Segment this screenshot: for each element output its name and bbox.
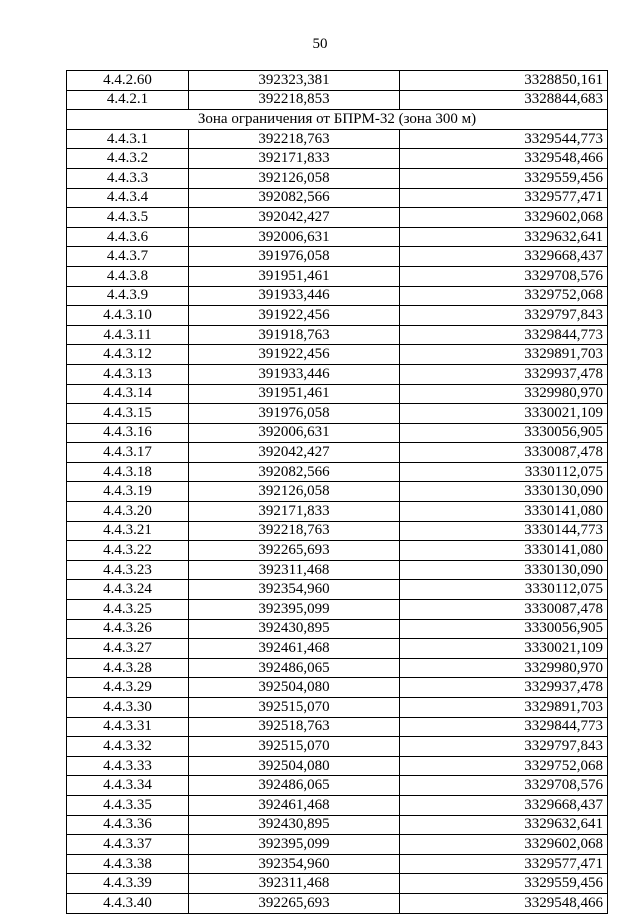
point-id-cell: 4.4.3.40 — [67, 893, 189, 913]
y-coordinate-cell: 3330021,109 — [400, 639, 608, 659]
table-row — [67, 619, 608, 639]
x-coordinate-cell: 392126,058 — [189, 482, 400, 502]
x-coordinate-cell: 391976,058 — [189, 247, 400, 267]
x-coordinate-cell: 392354,960 — [189, 580, 400, 600]
x-coordinate-cell: 392323,381 — [189, 71, 400, 91]
point-id-cell: 4.4.3.29 — [67, 678, 189, 698]
x-coordinate-cell: 391951,461 — [189, 384, 400, 404]
y-coordinate-cell: 3329844,773 — [400, 717, 608, 737]
y-coordinate-cell: 3330130,090 — [400, 482, 608, 502]
table-row — [67, 423, 608, 443]
y-coordinate-cell: 3330087,478 — [400, 443, 608, 463]
table-row — [67, 325, 608, 345]
x-coordinate-cell: 391922,456 — [189, 345, 400, 365]
point-id-cell: 4.4.3.9 — [67, 286, 189, 306]
y-coordinate-cell: 3329544,773 — [400, 129, 608, 149]
table-row — [67, 149, 608, 169]
y-coordinate-cell: 3329797,843 — [400, 737, 608, 757]
y-coordinate-cell: 3329891,703 — [400, 345, 608, 365]
point-id-cell: 4.4.3.3 — [67, 168, 189, 188]
x-coordinate-cell: 392218,763 — [189, 129, 400, 149]
x-coordinate-cell: 392486,065 — [189, 776, 400, 796]
section-title: Зона ограничения от БПРМ-32 (зона 300 м) — [67, 110, 608, 130]
y-coordinate-cell: 3329632,641 — [400, 815, 608, 835]
table-row — [67, 208, 608, 228]
table-row — [67, 521, 608, 541]
table-row — [67, 639, 608, 659]
point-id-cell: 4.4.3.12 — [67, 345, 189, 365]
point-id-cell: 4.4.3.16 — [67, 423, 189, 443]
table-row — [67, 502, 608, 522]
table-row — [67, 227, 608, 247]
y-coordinate-cell: 3329937,478 — [400, 678, 608, 698]
x-coordinate-cell: 392430,895 — [189, 815, 400, 835]
point-id-cell: 4.4.3.13 — [67, 364, 189, 384]
x-coordinate-cell: 391951,461 — [189, 266, 400, 286]
point-id-cell: 4.4.3.30 — [67, 698, 189, 718]
page-number: 50 — [312, 36, 328, 52]
point-id-cell: 4.4.3.36 — [67, 815, 189, 835]
point-id-cell: 4.4.3.31 — [67, 717, 189, 737]
y-coordinate-cell: 3330112,075 — [400, 462, 608, 482]
x-coordinate-cell: 391933,446 — [189, 286, 400, 306]
table-row — [67, 580, 608, 600]
x-coordinate-cell: 392504,080 — [189, 756, 400, 776]
table-row — [67, 129, 608, 149]
point-id-cell: 4.4.3.10 — [67, 306, 189, 326]
point-id-cell: 4.4.3.26 — [67, 619, 189, 639]
x-coordinate-cell: 392171,833 — [189, 502, 400, 522]
table-row — [67, 462, 608, 482]
y-coordinate-cell: 3329752,068 — [400, 756, 608, 776]
x-coordinate-cell: 392515,070 — [189, 737, 400, 757]
table-row — [67, 717, 608, 737]
point-id-cell: 4.4.3.21 — [67, 521, 189, 541]
table-row — [67, 306, 608, 326]
y-coordinate-cell: 3330087,478 — [400, 600, 608, 620]
table-row — [67, 247, 608, 267]
point-id-cell: 4.4.3.33 — [67, 756, 189, 776]
table-row — [67, 384, 608, 404]
point-id-cell: 4.4.3.4 — [67, 188, 189, 208]
point-id-cell: 4.4.3.19 — [67, 482, 189, 502]
x-coordinate-cell: 392518,763 — [189, 717, 400, 737]
x-coordinate-cell: 392395,099 — [189, 600, 400, 620]
x-coordinate-cell: 392311,468 — [189, 874, 400, 894]
point-id-cell: 4.4.3.24 — [67, 580, 189, 600]
x-coordinate-cell: 391976,058 — [189, 404, 400, 424]
y-coordinate-cell: 3329708,576 — [400, 266, 608, 286]
y-coordinate-cell: 3329548,466 — [400, 149, 608, 169]
y-coordinate-cell: 3329891,703 — [400, 698, 608, 718]
table-row — [67, 560, 608, 580]
x-coordinate-cell: 392395,099 — [189, 835, 400, 855]
point-id-cell: 4.4.3.6 — [67, 227, 189, 247]
x-coordinate-cell: 392082,566 — [189, 462, 400, 482]
point-id-cell: 4.4.3.2 — [67, 149, 189, 169]
point-id-cell: 4.4.3.35 — [67, 795, 189, 815]
x-coordinate-cell: 391918,763 — [189, 325, 400, 345]
table-row — [67, 737, 608, 757]
point-id-cell: 4.4.3.5 — [67, 208, 189, 228]
x-coordinate-cell: 392265,693 — [189, 893, 400, 913]
point-id-cell: 4.4.3.39 — [67, 874, 189, 894]
table-row — [67, 854, 608, 874]
x-coordinate-cell: 392430,895 — [189, 619, 400, 639]
x-coordinate-cell: 392171,833 — [189, 149, 400, 169]
table-row — [67, 188, 608, 208]
y-coordinate-cell: 3330112,075 — [400, 580, 608, 600]
section-header-row — [67, 110, 608, 130]
point-id-cell: 4.4.3.7 — [67, 247, 189, 267]
table-row — [67, 90, 608, 110]
table-row — [67, 600, 608, 620]
point-id-cell: 4.4.3.27 — [67, 639, 189, 659]
y-coordinate-cell: 3329559,456 — [400, 168, 608, 188]
x-coordinate-cell: 392504,080 — [189, 678, 400, 698]
table-row — [67, 776, 608, 796]
y-coordinate-cell: 3328850,161 — [400, 71, 608, 91]
point-id-cell: 4.4.3.11 — [67, 325, 189, 345]
point-id-cell: 4.4.3.20 — [67, 502, 189, 522]
table-row — [67, 756, 608, 776]
table-row — [67, 815, 608, 835]
table-row — [67, 364, 608, 384]
coordinates-table-body — [67, 71, 608, 914]
y-coordinate-cell: 3329548,466 — [400, 893, 608, 913]
x-coordinate-cell: 392082,566 — [189, 188, 400, 208]
table-row — [67, 893, 608, 913]
x-coordinate-cell: 392006,631 — [189, 227, 400, 247]
y-coordinate-cell: 3330130,090 — [400, 560, 608, 580]
y-coordinate-cell: 3329559,456 — [400, 874, 608, 894]
x-coordinate-cell: 392042,427 — [189, 443, 400, 463]
x-coordinate-cell: 392126,058 — [189, 168, 400, 188]
table-row — [67, 71, 608, 91]
y-coordinate-cell: 3329577,471 — [400, 854, 608, 874]
x-coordinate-cell: 392311,468 — [189, 560, 400, 580]
point-id-cell: 4.4.2.1 — [67, 90, 189, 110]
y-coordinate-cell: 3329797,843 — [400, 306, 608, 326]
x-coordinate-cell: 392265,693 — [189, 541, 400, 561]
point-id-cell: 4.4.3.8 — [67, 266, 189, 286]
table-row — [67, 795, 608, 815]
table-row — [67, 698, 608, 718]
x-coordinate-cell: 392515,070 — [189, 698, 400, 718]
y-coordinate-cell: 3330056,905 — [400, 423, 608, 443]
y-coordinate-cell: 3329668,437 — [400, 795, 608, 815]
point-id-cell: 4.4.3.1 — [67, 129, 189, 149]
y-coordinate-cell: 3329980,970 — [400, 384, 608, 404]
table-row — [67, 266, 608, 286]
y-coordinate-cell: 3329602,068 — [400, 208, 608, 228]
y-coordinate-cell: 3329577,471 — [400, 188, 608, 208]
point-id-cell: 4.4.2.60 — [67, 71, 189, 91]
table-row — [67, 874, 608, 894]
point-id-cell: 4.4.3.34 — [67, 776, 189, 796]
table-row — [67, 658, 608, 678]
point-id-cell: 4.4.3.38 — [67, 854, 189, 874]
x-coordinate-cell: 391922,456 — [189, 306, 400, 326]
point-id-cell: 4.4.3.37 — [67, 835, 189, 855]
point-id-cell: 4.4.3.23 — [67, 560, 189, 580]
y-coordinate-cell: 3330141,080 — [400, 502, 608, 522]
point-id-cell: 4.4.3.17 — [67, 443, 189, 463]
point-id-cell: 4.4.3.18 — [67, 462, 189, 482]
x-coordinate-cell: 392461,468 — [189, 639, 400, 659]
coordinates-table — [66, 70, 608, 914]
y-coordinate-cell: 3329752,068 — [400, 286, 608, 306]
table-row — [67, 286, 608, 306]
y-coordinate-cell: 3329980,970 — [400, 658, 608, 678]
table-row — [67, 443, 608, 463]
x-coordinate-cell: 392218,763 — [189, 521, 400, 541]
point-id-cell: 4.4.3.15 — [67, 404, 189, 424]
y-coordinate-cell: 3330021,109 — [400, 404, 608, 424]
table-row — [67, 404, 608, 424]
x-coordinate-cell: 392006,631 — [189, 423, 400, 443]
y-coordinate-cell: 3329602,068 — [400, 835, 608, 855]
point-id-cell: 4.4.3.32 — [67, 737, 189, 757]
y-coordinate-cell: 3330144,773 — [400, 521, 608, 541]
x-coordinate-cell: 392354,960 — [189, 854, 400, 874]
y-coordinate-cell: 3329937,478 — [400, 364, 608, 384]
point-id-cell: 4.4.3.25 — [67, 600, 189, 620]
y-coordinate-cell: 3330056,905 — [400, 619, 608, 639]
x-coordinate-cell: 392218,853 — [189, 90, 400, 110]
table-row — [67, 541, 608, 561]
x-coordinate-cell: 392486,065 — [189, 658, 400, 678]
x-coordinate-cell: 392461,468 — [189, 795, 400, 815]
y-coordinate-cell: 3329668,437 — [400, 247, 608, 267]
y-coordinate-cell: 3329632,641 — [400, 227, 608, 247]
y-coordinate-cell: 3329844,773 — [400, 325, 608, 345]
table-row — [67, 678, 608, 698]
point-id-cell: 4.4.3.22 — [67, 541, 189, 561]
table-row — [67, 835, 608, 855]
y-coordinate-cell: 3329708,576 — [400, 776, 608, 796]
x-coordinate-cell: 392042,427 — [189, 208, 400, 228]
y-coordinate-cell: 3328844,683 — [400, 90, 608, 110]
x-coordinate-cell: 391933,446 — [189, 364, 400, 384]
table-row — [67, 168, 608, 188]
point-id-cell: 4.4.3.28 — [67, 658, 189, 678]
y-coordinate-cell: 3330141,080 — [400, 541, 608, 561]
point-id-cell: 4.4.3.14 — [67, 384, 189, 404]
table-row — [67, 345, 608, 365]
table-row — [67, 482, 608, 502]
